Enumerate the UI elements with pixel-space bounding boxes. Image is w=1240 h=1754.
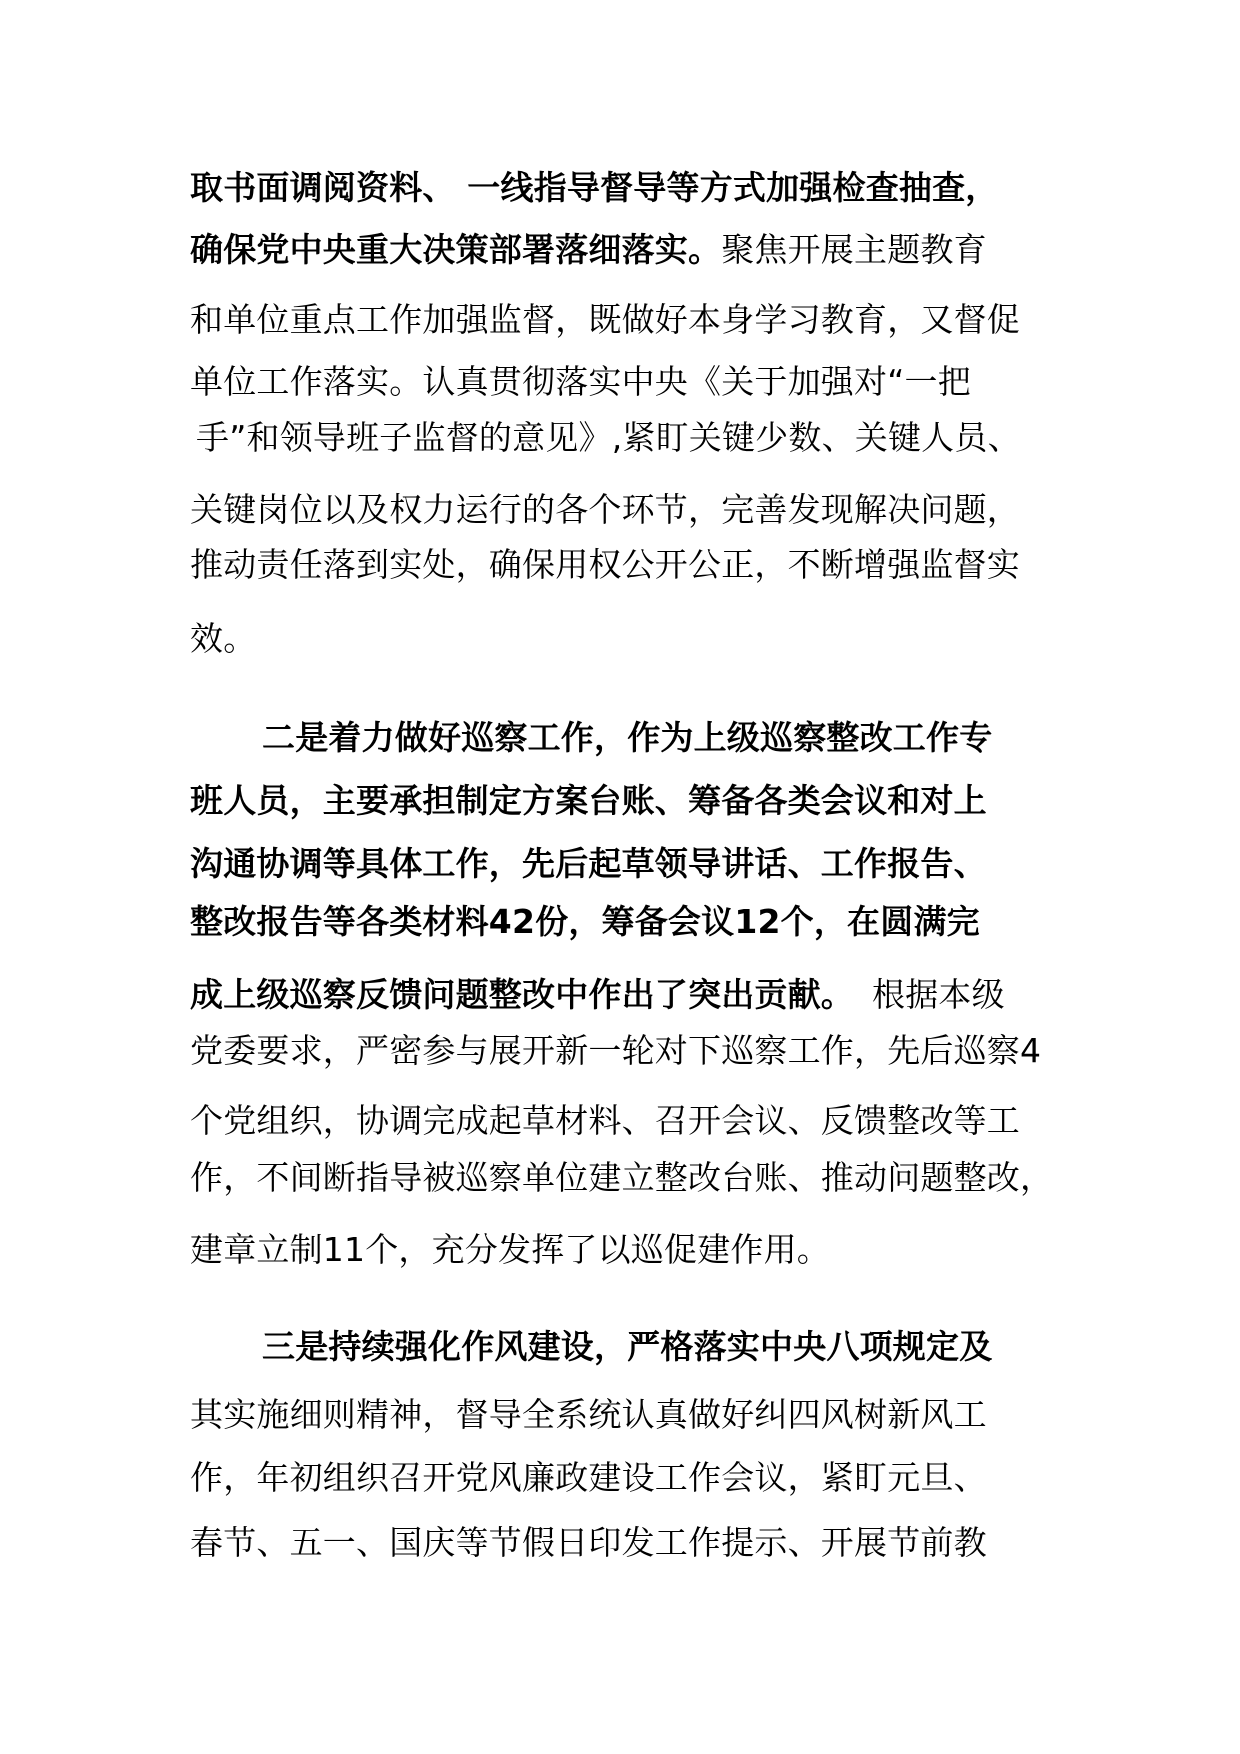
- text-line: [190, 1230, 830, 1270]
- text-line: [190, 619, 256, 659]
- body-text: 个党组织，协调完成起草材料、召开会议、反馈整改等工: [190, 1101, 1020, 1140]
- text-line: [190, 362, 971, 402]
- bold-text: 确保党中央重大决策部署落细落实。: [190, 230, 722, 269]
- text-line: [190, 1158, 1053, 1198]
- text-line: [190, 545, 1020, 585]
- body-text: 效。: [190, 619, 257, 658]
- text-line: [190, 490, 1020, 530]
- text-line: [190, 1101, 1020, 1141]
- text-line: [190, 300, 1020, 340]
- text-line: [190, 230, 987, 270]
- bold-text: 沟通协调等具体工作，先后起草领导讲话、工作报告、: [190, 844, 987, 883]
- body-text: 手”和领导班子监督的意见》,紧盯关键少数、关键人员、: [196, 418, 1021, 457]
- text-line: [190, 1523, 987, 1563]
- text-line: [190, 975, 1005, 1015]
- body-text: 关键岗位以及权力运行的各个环节，完善发现解决问题，: [190, 490, 1020, 529]
- text-line: [190, 1395, 987, 1435]
- body-text: 党委要求，严密参与展开新一轮对下巡察工作，先后巡察4: [190, 1031, 1042, 1070]
- text-line: [262, 1327, 992, 1367]
- text-line: [190, 1458, 987, 1498]
- body-text: 春节、五一、国庆等节假日印发工作提示、开展节前教: [190, 1523, 987, 1562]
- body-text: 根据本级: [872, 975, 1005, 1014]
- bold-text: 班人员，主要承担制定方案台账、筹备各类会议和对上: [190, 781, 987, 820]
- bold-text: 成上级巡察反馈问题整改中作出了突出贡献。: [190, 975, 854, 1014]
- body-text: 和单位重点工作加强监督，既做好本身学习教育，又督促: [190, 300, 1020, 339]
- text-line: [190, 1031, 1041, 1071]
- bold-text: 二是着力做好巡察工作，作为上级巡察整改工作专: [262, 718, 993, 757]
- body-text: 聚焦开展主题教育: [721, 230, 987, 269]
- bold-text: 整改报告等各类材料42份，筹备会议12个，在圆满完: [190, 902, 980, 941]
- text-line: [190, 902, 980, 942]
- text-line: [262, 718, 992, 758]
- body-text: 作，年初组织召开党风廉政建设工作会议，紧盯元旦、: [190, 1458, 987, 1497]
- body-text: 建章立制11个，充分发挥了以巡促建作用。: [190, 1230, 830, 1269]
- text-line: [190, 781, 987, 821]
- bold-text: 三是持续强化作风建设，严格落实中央八项规定及: [262, 1327, 993, 1366]
- body-text: 推动责任落到实处，确保用权公开公正，不断增强监督实: [190, 545, 1020, 584]
- body-text: 作，不间断指导被巡察单位建立整改台账、推动问题整改，: [190, 1158, 1054, 1197]
- text-line: [190, 844, 987, 884]
- body-text: 单位工作落实。认真贯彻落实中央《关于加强对“一把: [190, 362, 971, 401]
- text-line: [190, 168, 999, 208]
- body-text: 其实施细则精神，督导全系统认真做好纠四风树新风工: [190, 1395, 987, 1434]
- text-line: [196, 418, 1021, 458]
- bold-text: 取书面调阅资料、 一线指导督导等方式加强检查抽查，: [190, 168, 999, 207]
